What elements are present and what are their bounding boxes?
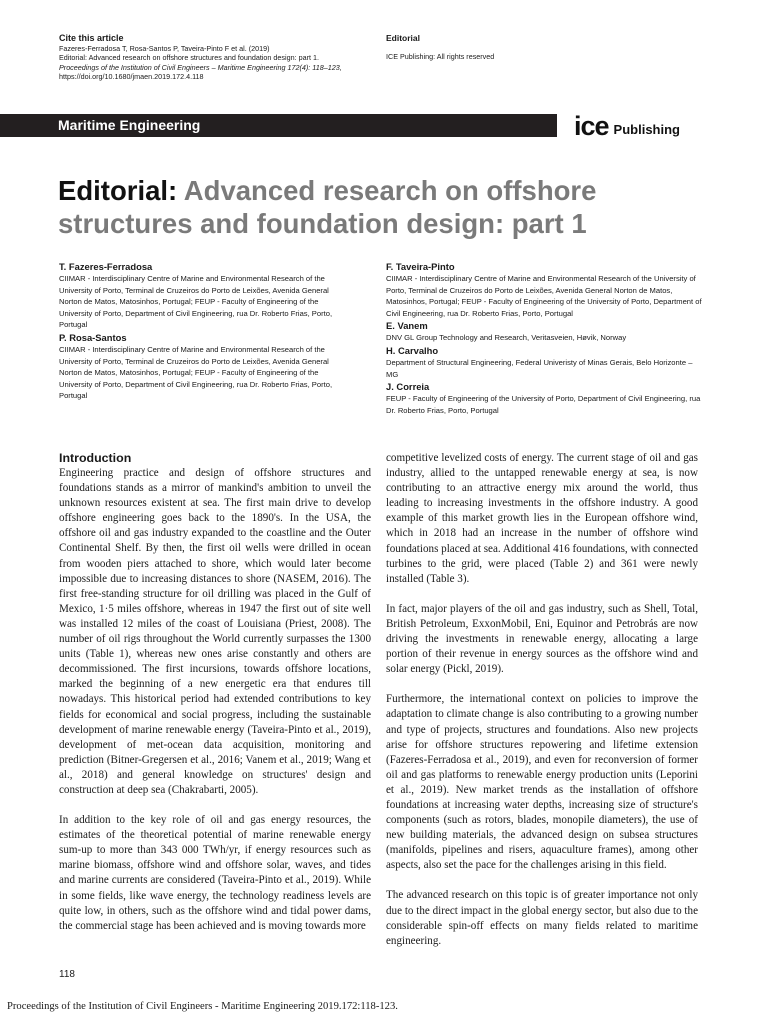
- body-paragraph: Furthermore, the international context on policies to improve the adaptation to climate change is also contributing to a growing number and type of projects, structures and foundations. Also new projects arise for offshore structures repowering and lifetime extension (Fazeres-Ferradosa et al., 2019), and even for reconversion of former oil and gas platforms to renewable energy production units (Leporini et al., 2019). New market trends as the installation of offshore foundations at increasing water depths, increasing size of structure's components (such as rotors, blades, monopile diameters), the use of new building materials, the advanced design on subsea structures (manifolds, pipelines and risers, aquaculture frames), among other aspects, also set the pace for the challenges arising in this field.: [386, 693, 698, 872]
- publishing-logo-text: Publishing: [613, 122, 680, 137]
- author-affiliation: CIIMAR - Interdisciplinary Centre of Marine and Environmental Research of the University of Porto, Terminal de Cruzeiros do Porto de Leixões, Avenida General Norton de Matos, Matosinhos, Portugal; FEUP - Faculty of Engineering of the University of Porto, Department of Civil Engineering, rua Dr. Roberto Frias, Porto, Portugal: [59, 344, 333, 401]
- cite-authors: Fazeres-Ferradosa T, Rosa-Santos P, Taveira-Pinto F et al. (2019): [59, 44, 270, 53]
- author-affiliation: DNV GL Group Technology and Research, Veritasveien, Høvik, Norway: [386, 333, 627, 343]
- ice-logo-mark: ice: [574, 111, 609, 141]
- author-name: H. Carvalho: [386, 344, 439, 356]
- body-paragraph: The advanced research on this topic is of greater importance not only due to the direct impact in the global energy sector, but also due to the considerable spin-off effects on many fields related to maritime engineering.: [386, 889, 698, 947]
- author-entry: [59, 261, 334, 331]
- author-name: J. Correia: [386, 381, 430, 393]
- editorial-heading: Editorial: [386, 33, 421, 43]
- author-entry: [386, 381, 706, 416]
- author-entry: [386, 320, 706, 344]
- author-entry: [386, 261, 706, 319]
- page-number: 118: [59, 969, 75, 980]
- author-affiliation: Department of Structural Engineering, Federal Univeristy of Minas Gerais, Belo Horizonte – MG: [386, 357, 693, 379]
- author-name: F. Taveira-Pinto: [386, 261, 455, 272]
- body-left-column: [59, 451, 371, 949]
- editorial-box: [386, 33, 686, 61]
- body-paragraph: In addition to the key role of oil and gas energy resources, the estimates of the theoretical potential of marine renewable energy sum-up to more than 343 000 TWh/yr, if energy resources such as marine biomass, offshore wind and offshore solar, waves, and tides and marine currents are considered (Taveira-Pinto et al., 2019). While in some fields, like wave energy, the technology readiness levels are quite low, in others, such as the offshore wind and tidal power dams, the commercial stage has been achieved and is moving towards more: [59, 814, 371, 932]
- author-affiliation: CIIMAR - Interdisciplinary Centre of Marine and Environmental Research of the University of Porto, Terminal de Cruzeiros do Porto de Leixões, Avenida General Norton de Matos, Matosinhos, Portugal; FEUP - Faculty of Engineering of the University of Porto, Department of Civil Engineering, rua Dr. Roberto Frias, Porto, Portugal: [59, 274, 333, 330]
- author-affiliation: CIIMAR - Interdisciplinary Centre of Marine and Environmental Research of the University of Porto, Terminal de Cruzeiros do Porto de Leixões, Avenida General Norton de Matos, Matosinhos, Portugal; FEUP - Faculty of Engineering of the University of Porto, Department of Civil Engineering, rua Dr. Roberto Frias, Porto, Portugal: [386, 274, 702, 318]
- cite-block: [59, 33, 389, 82]
- cite-doi-link[interactable]: https://doi.org/10.1680/jmaen.2019.172.4.118: [59, 72, 204, 82]
- author-entry: [59, 332, 334, 402]
- author-name: P. Rosa-Santos: [59, 331, 127, 343]
- article-title: [58, 174, 718, 240]
- journal-name: Maritime Engineering: [58, 117, 201, 133]
- body-paragraph: competitive levelized costs of energy. The current stage of oil and gas industry, allied to the untapped renewable energy at sea, is now contributing to an attractive energy mix around the world, thus leading to increasing investments in the offshore industry. A good example of this market growth lies in the European offshore wind, which in 2018 had an increase in the number of offshore wind foundations placed at sea. Additional 416 foundations, with connected turbines to the grid, were placed (Table 2) and 361 were newly installed (Table 3).: [386, 452, 698, 585]
- ice-publishing-logo: [574, 111, 680, 141]
- author-entry: [386, 345, 706, 380]
- title-text: Advanced research on offshore structures and foundation design: part 1: [58, 175, 597, 239]
- cite-title-line: Editorial: Advanced research on offshore structures and foundation design: part 1.: [59, 53, 319, 63]
- authors-left-column: [59, 261, 334, 403]
- author-name: T. Fazeres-Ferradosa: [59, 261, 153, 272]
- rights-statement: ICE Publishing: All rights reserved: [386, 52, 495, 61]
- body-right-column: [386, 451, 698, 964]
- body-paragraph: Engineering practice and design of offshore structures and foundations stands as a mirror of mankind's ambition to unveil the unknown resources existent at sea. The first main drive to develop offshore engineering goes back to the 1890's. In the USA, the offshore oil and gas industry expanded to the coastline and the Outer Continental Shelf. By then, the first oil wells were drilled in ocean from wooden piers attached to shore, which would later become impossible due to increasing distances to shore (NASEM, 2016). The first free-standing structure for oil drilling was placed in the Gulf of Mexico, 1·5 miles offshore, whereas in 1947 the first out of site well was installed 12 miles of the coast of Louisiana (Priest, 2008). The number of oil rigs throughout the World currently surpasses the 1300 units (Table 1), whereas new ones arise constantly and others are decommissioned. The first incursions, towards offshore locations, marked the beginning of a new energetic era that endures till nowadays. This historical period had extended contributions to key fields for economical and social progress, including the sustainable development of marine renewable energy (Taveira-Pinto et al., 2019), development of met-ocean data acquisition, monitoring and prediction (Bitner-Gregersen et al., 2016; Vanem et al., 2019; Wang et al., 2018) and general knowledge on structures' design and construction at deep sea (Chakrabarti, 2005).: [59, 467, 371, 796]
- authors-right-column: [386, 261, 706, 417]
- footer-citation: Proceedings of the Institution of Civil Engineers - Maritime Engineering 2019.172:118-123.: [7, 1001, 398, 1012]
- body-paragraph: In fact, major players of the oil and gas industry, such as Shell, Total, British Petroleum, ExxonMobil, Eni, Equinor and Petrobrás are now driving the investments in renewable energy, allocating a large portion of their revenue in energy sources as the offshore wind and solar energy (Pickl, 2019).: [386, 602, 698, 676]
- author-name: E. Vanem: [386, 320, 428, 332]
- title-prefix: Editorial:: [58, 175, 178, 206]
- section-heading: Introduction: [59, 451, 132, 465]
- cite-heading: Cite this article: [59, 33, 124, 43]
- cite-journal-line: Proceedings of the Institution of Civil Engineers – Maritime Engineering 172(4): 118–123,: [59, 62, 342, 72]
- author-affiliation: FEUP - Faculty of Engineering of the University of Porto, Department of Civil Engineering, rua Dr. Roberto Frias, Porto, Portugal: [386, 394, 701, 415]
